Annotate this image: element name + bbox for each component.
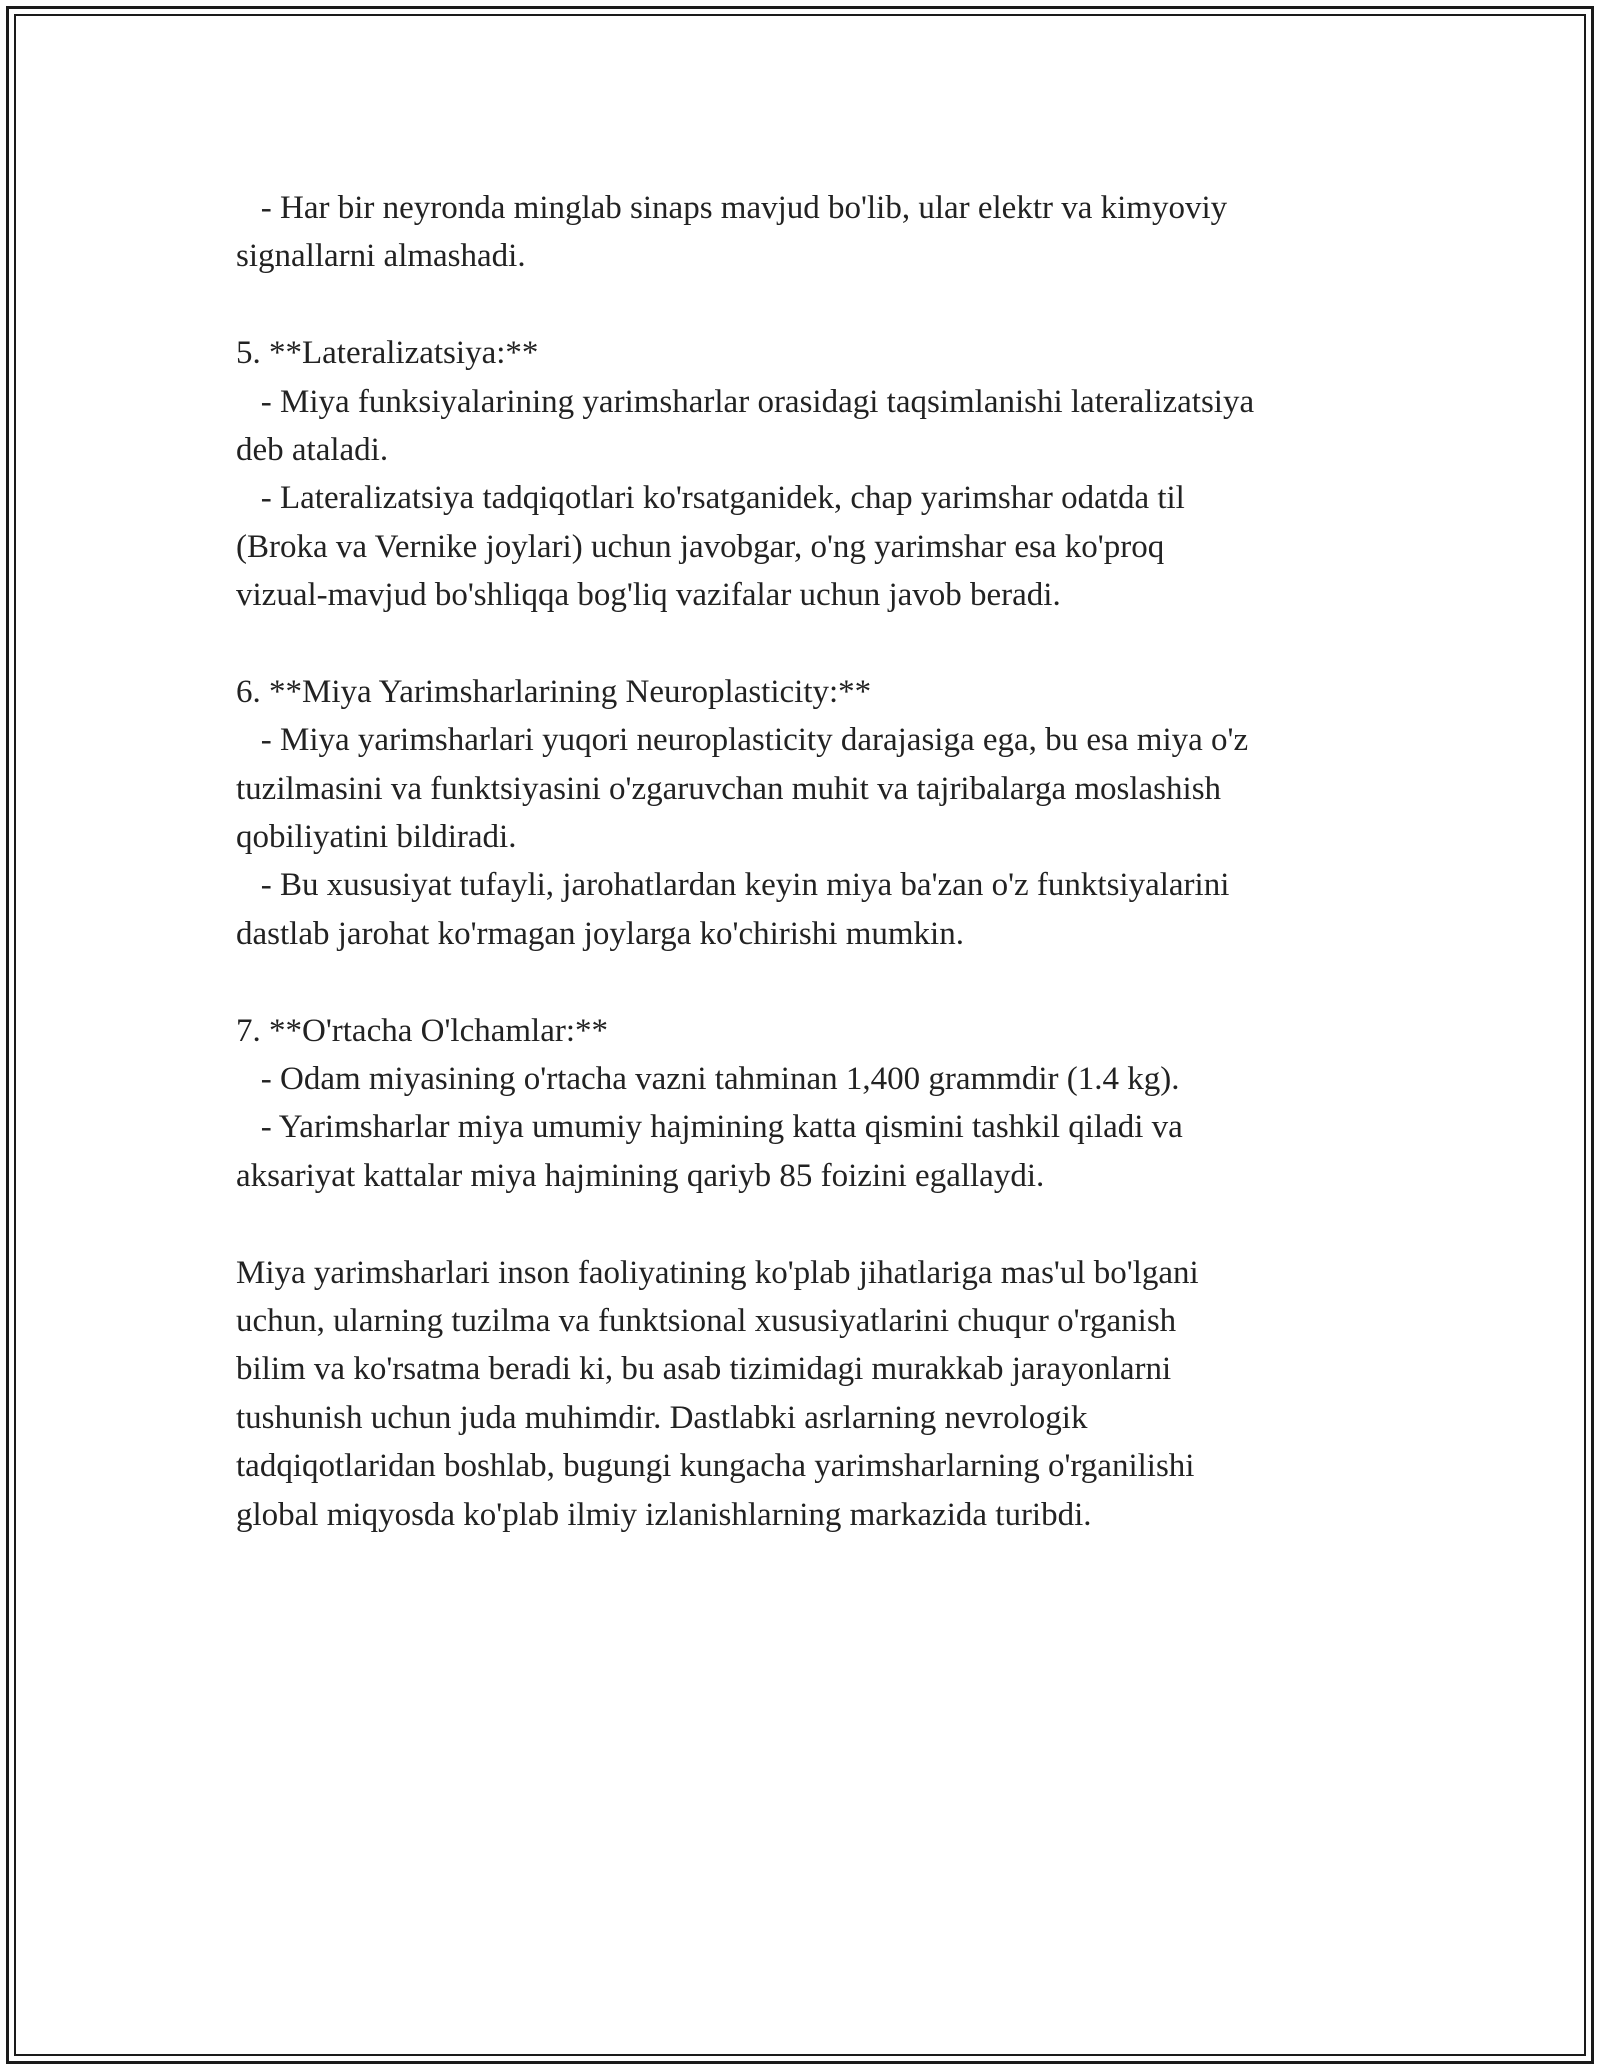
text-line: - Bu xususiyat tufayli, jarohatlardan keyin miya ba'zan o'z funktsiyalarini xyxy=(236,867,1230,904)
paragraph-gap xyxy=(236,281,1396,329)
section-heading: 5. **Lateralizatsiya:** xyxy=(236,335,539,372)
paragraph-gap xyxy=(236,958,1396,1006)
text-line: Miya yarimsharlari inson faoliyatining ko'plab jihatlariga mas'ul bo'lgani xyxy=(236,1254,1199,1291)
paragraph-gap xyxy=(236,1200,1396,1248)
text-line: vizual-mavjud bo'shliqqa bog'liq vazifalar uchun javob beradi. xyxy=(236,577,1061,614)
section-heading: 7. **O'rtacha O'lchamlar:** xyxy=(236,1012,609,1049)
text-line: - Yarimsharlar miya umumiy hajmining katta qismini tashkil qiladi va xyxy=(236,1109,1183,1146)
text-line: - Lateralizatsiya tadqiqotlari ko'rsatganidek, chap yarimshar odatda til xyxy=(236,480,1185,517)
text-line: aksariyat kattalar miya hajmining qariyb 85 foizini egallaydi. xyxy=(236,1157,1045,1194)
section-heading: 6. **Miya Yarimsharlarining Neuroplasticity:** xyxy=(236,673,872,710)
paragraph-conclusion xyxy=(236,1249,1396,1539)
text-line: - Har bir neyronda minglab sinaps mavjud bo'lib, ular elektr va kimyoviy xyxy=(236,190,1228,226)
text-line: dastlab jarohat ko'rmagan joylarga ko'chirishi mumkin. xyxy=(236,915,964,952)
text-line: bilim va ko'rsatma beradi ki, bu asab tizimidagi murakkab jarayonlarni xyxy=(236,1351,1172,1388)
text-line: tadqiqotlaridan boshlab, bugungi kungacha yarimsharlarning o'rganilishi xyxy=(236,1448,1195,1485)
text-line: - Miya funksiyalarining yarimsharlar orasidagi taqsimlanishi lateralizatsiya xyxy=(236,383,1255,420)
section-6-neuroplasticity xyxy=(236,668,1396,958)
text-line: deb ataladi. xyxy=(236,431,389,468)
text-line: - Odam miyasining o'rtacha vazni tahminan 1,400 grammdir (1.4 kg). xyxy=(236,1061,1180,1098)
document-body xyxy=(236,184,1396,1539)
text-line: tushunish uchun juda muhimdir. Dastlabki asrlarning nevrologik xyxy=(236,1399,1088,1436)
text-line: - Miya yarimsharlari yuqori neuroplasticity darajasiga ega, bu esa miya o'z xyxy=(236,722,1249,759)
text-line: signallarni almashadi. xyxy=(236,238,526,275)
section-7-ortacha-olchamlar xyxy=(236,1007,1396,1201)
section-5-lateralizatsiya xyxy=(236,329,1396,619)
text-line: qobiliyatini bildiradi. xyxy=(236,819,517,856)
paragraph-gap xyxy=(236,620,1396,668)
paragraph-synapse-tail xyxy=(236,184,1396,281)
text-line: uchun, ularning tuzilma va funktsional xususiyatlarini chuqur o'rganish xyxy=(236,1302,1177,1339)
text-line: global miqyosda ko'plab ilmiy izlanishlarning markazida turibdi. xyxy=(236,1496,1092,1533)
text-line: (Broka va Vernike joylari) uchun javobgar, o'ng yarimshar esa ko'proq xyxy=(236,528,1165,565)
text-line: tuzilmasini va funktsiyasini o'zgaruvchan muhit va tajribalarga moslashish xyxy=(236,770,1222,807)
